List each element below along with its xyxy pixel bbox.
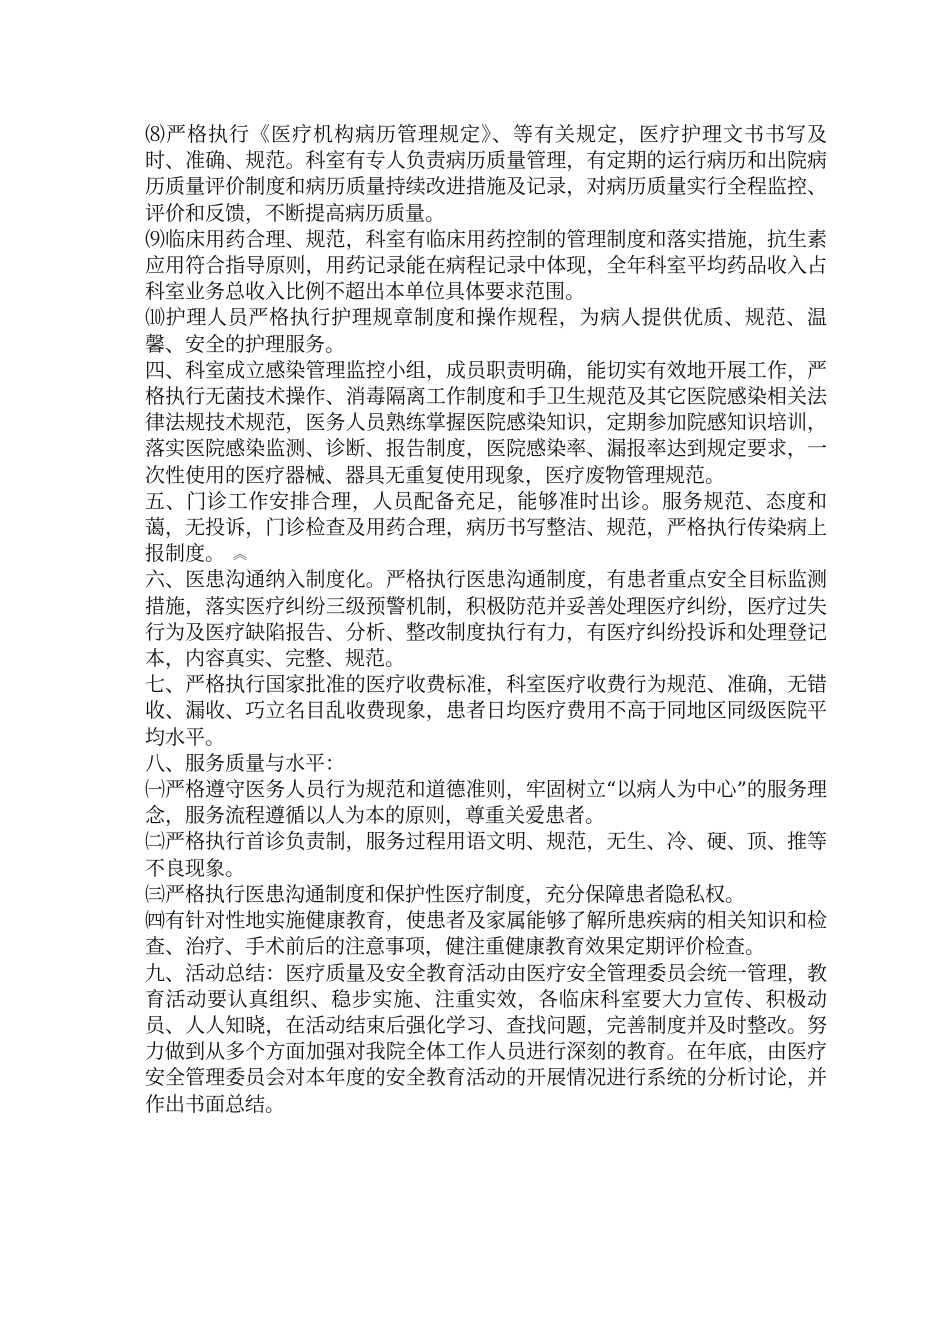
paragraph-section-4: 四、科室成立感染管理监控小组，成员职责明确，能切实有效地开展工作，严格执行无菌技术操作、消毒隔离工作制度和手卫生规范及其它医院感染相关法律法规技术规范，医务人员熟练掌握医院感染知识，定期参加院感知识培训，落实医院感染监测、诊断、报告制度，医院感染率、漏报率达到规定要求，一次性使用的医疗器械、器具无重复使用现象，医疗废物管理规范。 — [145, 357, 827, 487]
paragraph-section-5 — [145, 488, 827, 567]
document-page — [145, 121, 827, 1117]
paragraph-subitem-4: ㈣有针对性地实施健康教育，使患者及家属能够了解所患疾病的相关知识和检查、治疗、手术前后的注意事项，健注重健康教育效果定期评价检查。 — [145, 908, 827, 959]
paragraph-section-9: 九、活动总结：医疗质量及安全教育活动由医疗安全管理委员会统一管理，教育活动要认真组织、稳步实施、注重实效，各临床科室要大力宣传、积极动员、人人知晓，在活动结束后强化学习、查找问题，完善制度并及时整改。努力做到从多个方面加强对我院全体工作人员进行深刻的教育。在年底，由医疗安全管理委员会对本年度的安全教育活动的开展情况进行系统的分析讨论，并作出书面总结。 — [145, 960, 827, 1116]
paragraph-item-8: ⑻严格执行《医疗机构病历管理规定》、等有关规定，医疗护理文书书写及时、准确、规范。科室有专人负责病历质量管理，有定期的运行病历和出院病历质量评价制度和病历质量持续改进措施及记录，对病历质量实行全程监控、评价和反馈，不断提高病历质量。 — [145, 122, 827, 225]
paragraph-item-10: ⑽护理人员严格执行护理规章制度和操作规程，为病人提供优质、规范、温馨、安全的护理服务。 — [145, 305, 827, 356]
paragraph-subitem-1: ㈠严格遵守医务人员行为规范和道德准则，牢固树立“以病人为中心”的服务理念，服务流程遵循以人为本的原则，尊重关爱患者。 — [145, 777, 827, 828]
paragraph-section-8-heading: 八、服务质量与水平： — [145, 750, 345, 775]
paragraph-section-6: 六、医患沟通纳入制度化。严格执行医患沟通制度，有患者重点安全目标监测措施，落实医疗纠纷三级预警机制，积极防范并妥善处理医疗纠纷，医疗过失行为及医疗缺陷报告、分析、整改制度执行有力，有医疗纠纷投诉和处理登记本，内容真实、完整、规范。 — [145, 567, 827, 671]
paragraph-section-7: 七、严格执行国家批准的医疗收费标准，科室医疗收费行为规范、准确，无错收、漏收、巧立名目乱收费现象，患者日均医疗费用不高于同地区同级医院平均水平。 — [145, 672, 827, 749]
scroll-up-icon[interactable]: ︽ — [233, 547, 247, 564]
paragraph-subitem-3: ㈢严格执行医患沟通制度和保护性医疗制度，充分保障患者隐私权。 — [145, 881, 745, 906]
paragraph-section-5-text: 五、门诊工作安排合理，人员配备充足，能够准时出诊。服务规范、态度和蔼，无投诉，门诊检查及用药合理，病历书写整洁、规范，严格执行传染病上报制度。 — [145, 488, 827, 566]
paragraph-item-9: ⑼临床用药合理、规范，科室有临床用药控制的管理制度和落实措施，抗生素应用符合指导原则，用药记录能在病程记录中体现，全年科室平均药品收入占科室业务总收入比例不超出本单位具体要求范围。 — [145, 226, 827, 304]
paragraph-subitem-2: ㈡严格执行首诊负责制，服务过程用语文明、规范，无生、冷、硬、顶、推等不良现象。 — [145, 829, 827, 880]
